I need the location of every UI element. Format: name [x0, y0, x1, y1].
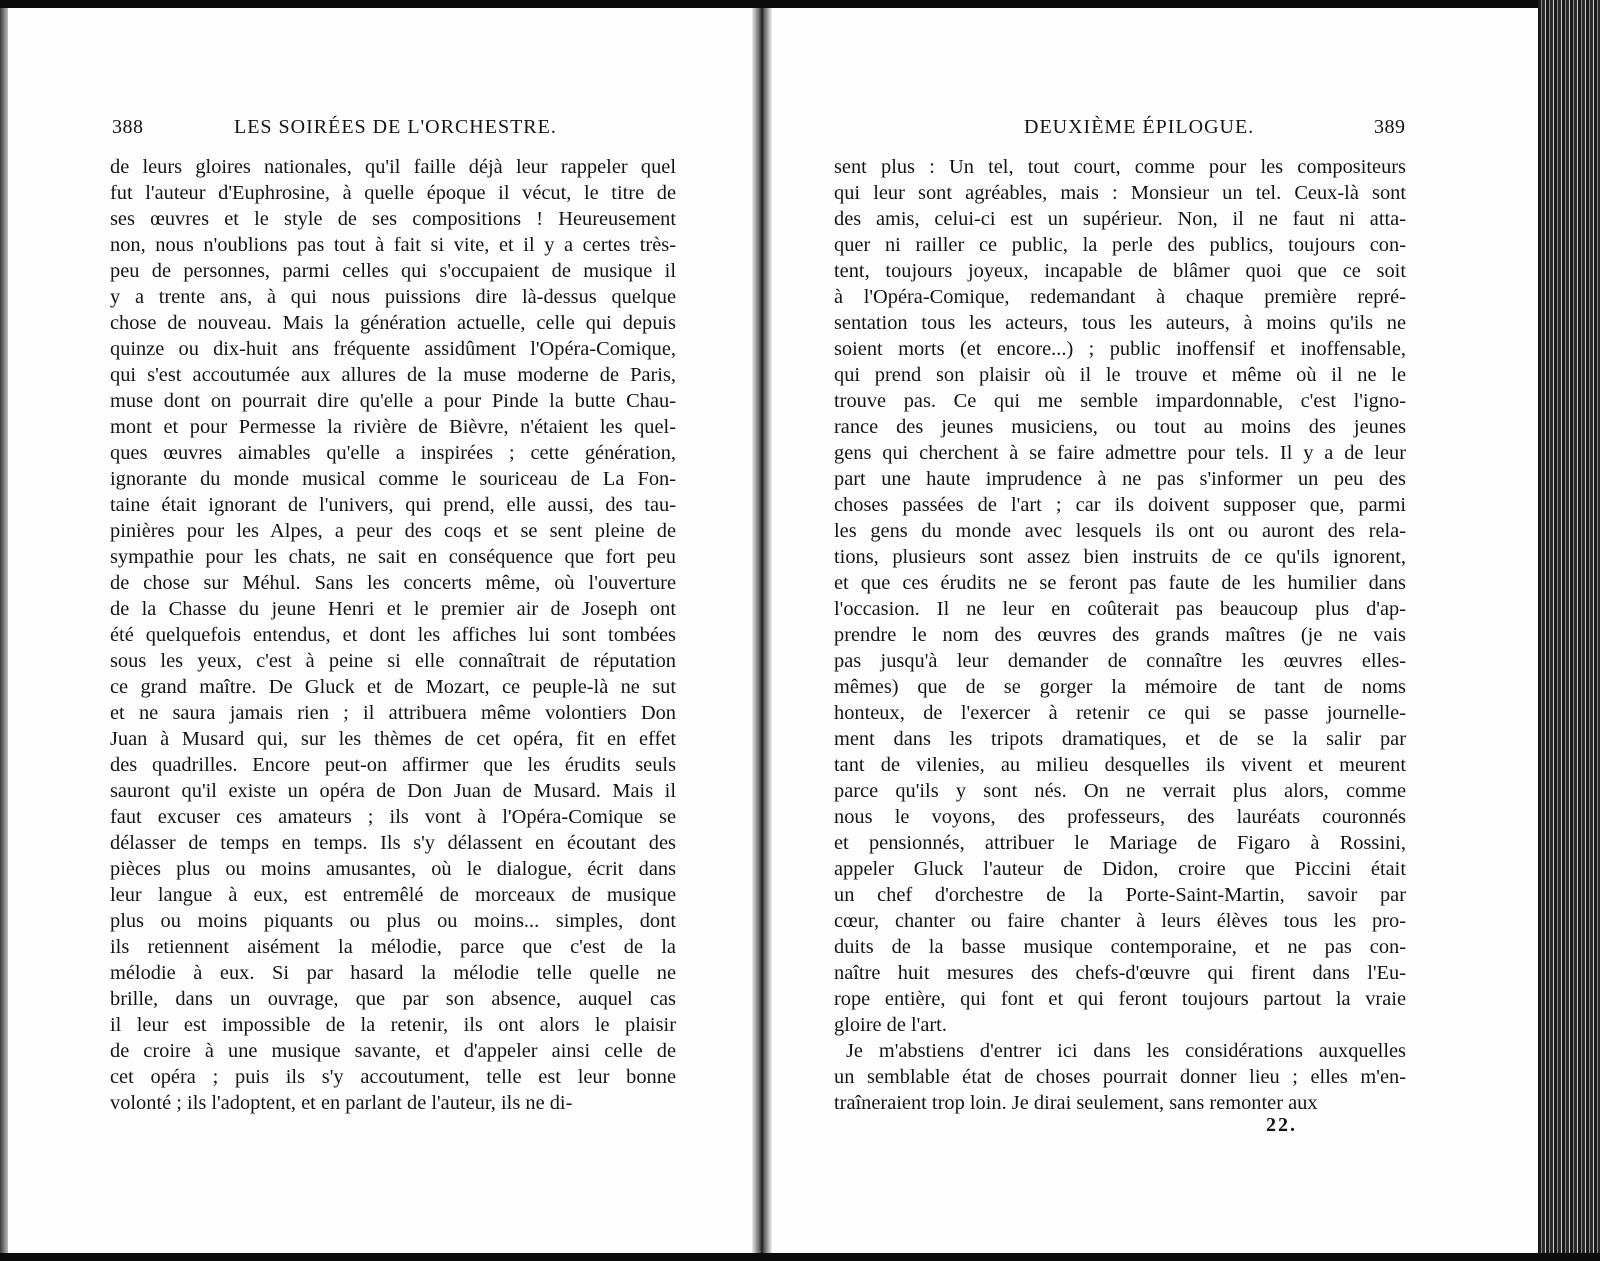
text-line: sentation tous les acteurs, tous les auteurs, à moins qu'ils ne	[834, 312, 1406, 334]
text-line: de croire à une musique savante, et d'appeler ainsi celle de	[110, 1040, 676, 1062]
text-line: l'occasion. Il ne leur en coûterait pas beaucoup plus d'ap-	[834, 598, 1406, 620]
text-line: les gens du monde avec lesquels ils ont ou auront des rela-	[834, 520, 1406, 542]
text-line: part une haute imprudence à ne pas s'informer un peu des	[834, 468, 1406, 490]
text-line: plus ou moins piquants ou plus ou moins... simples, dont	[110, 910, 676, 932]
text-line: parce qu'ils y sont nés. On ne verrait plus alors, comme	[834, 780, 1406, 802]
text-line: brille, dans un ouvrage, que par son absence, auquel cas	[110, 988, 676, 1010]
scan-border-left	[0, 8, 8, 1253]
left-body-text	[110, 154, 676, 1116]
text-line: tent, toujours joyeux, incapable de blâmer quoi que ce soit	[834, 260, 1406, 282]
text-line: mêmes) que de se gorger la mémoire de tant de noms	[834, 676, 1406, 698]
right-body-text	[834, 154, 1406, 1116]
text-line: qui prend son plaisir où il le trouve et même où il ne le	[834, 364, 1406, 386]
text-line: délasser de temps en temps. Ils s'y délassent en écoutant des	[110, 832, 676, 854]
text-line: et ne saura jamais rien ; il attribuera même volontiers Don	[110, 702, 676, 724]
right-page	[772, 8, 1538, 1253]
left-running-title: LES SOIRÉES DE L'ORCHESTRE.	[234, 116, 557, 138]
right-running-title: DEUXIÈME ÉPILOGUE.	[1024, 116, 1255, 138]
text-line: pièces plus ou moins amusantes, où le dialogue, écrit dans	[110, 858, 676, 880]
text-line: de chose sur Méhul. Sans les concerts même, où l'ouverture	[110, 572, 676, 594]
text-line: et que ces érudits ne se feront pas faute de les humilier dans	[834, 572, 1406, 594]
left-page	[8, 8, 752, 1253]
text-line: cœur, chanter ou faire chanter à leurs élèves tous les pro-	[834, 910, 1406, 932]
scan-border-top	[0, 0, 1600, 8]
text-line: été quelquefois entendus, et dont les affiches lui sont tombées	[110, 624, 676, 646]
text-line: ce grand maître. De Gluck et de Mozart, ce peuple-là ne sut	[110, 676, 676, 698]
text-line: peu de personnes, parmi celles qui s'occupaient de musique il	[110, 260, 676, 282]
text-line: mélodie à eux. Si par hasard la mélodie telle quelle ne	[110, 962, 676, 984]
left-running-head	[8, 116, 752, 146]
text-line: gloire de l'art.	[834, 1014, 947, 1036]
text-line: qui s'est accoutumée aux allures de la muse moderne de Paris,	[110, 364, 676, 386]
text-line: chose de nouveau. Mais la génération actuelle, celle qui depuis	[110, 312, 676, 334]
text-line: cet opéra ; puis ils s'y accoutument, telle est leur bonne	[110, 1066, 676, 1088]
text-line: soient morts (et encore...) ; public inoffensif et inoffensable,	[834, 338, 1406, 360]
right-page-number: 389	[1374, 116, 1406, 138]
text-line: tions, plusieurs sont assez bien instruits de ce qu'ils ignorent,	[834, 546, 1406, 568]
text-line: il leur est impossible de la retenir, ils ont alors le plaisir	[110, 1014, 676, 1036]
text-line: appeler Gluck l'auteur de Didon, croire que Piccini était	[834, 858, 1406, 880]
text-line: mont et pour Permesse la rivière de Bièvre, n'étaient les quel-	[110, 416, 676, 438]
text-line: faut excuser ces amateurs ; ils vont à l'Opéra-Comique se	[110, 806, 676, 828]
text-line: pas jusqu'à leur demander de connaître les œuvres elles-	[834, 650, 1406, 672]
text-line: ment dans les tripots dramatiques, et de se la salir par	[834, 728, 1406, 750]
text-line: sauront qu'il existe un opéra de Don Juan de Musard. Mais il	[110, 780, 676, 802]
text-line: et pensionnés, attribuer le Mariage de Figaro à Rossini,	[834, 832, 1406, 854]
text-line: volonté ; ils l'adoptent, et en parlant de l'auteur, ils ne di-	[110, 1092, 573, 1114]
text-line: un chef d'orchestre de la Porte-Saint-Martin, savoir par	[834, 884, 1406, 906]
text-line: Je m'abstiens d'entrer ici dans les considérations auxquelles	[846, 1040, 1406, 1062]
text-line: ignorante du monde musical comme le souriceau de La Fon-	[110, 468, 676, 490]
text-line: leur langue à eux, est entremêlé de morceaux de musique	[110, 884, 676, 906]
text-line: gens qui cherchent à se faire admettre pour tels. Il y a de leur	[834, 442, 1406, 464]
text-line: rope entière, qui font et qui feront toujours partout la vraie	[834, 988, 1406, 1010]
text-line: traîneraient trop loin. Je dirai seulement, sans remonter aux	[834, 1092, 1318, 1114]
text-line: ses œuvres et le style de ses compositions ! Heureusement	[110, 208, 676, 230]
text-line: choses passées de l'art ; car ils doivent supposer que, parmi	[834, 494, 1406, 516]
scan-border-bottom	[0, 1253, 1600, 1261]
text-line: naître huit mesures des chefs-d'œuvre qui firent dans l'Eu-	[834, 962, 1406, 984]
text-line: honteux, de l'exercer à retenir ce qui se passe journelle-	[834, 702, 1406, 724]
text-line: quinze ou dix-huit ans fréquente assidûment l'Opéra-Comique,	[110, 338, 676, 360]
text-line: nous le voyons, des professeurs, des lauréats couronnés	[834, 806, 1406, 828]
text-line: tant de vilenies, au milieu desquelles ils vivent et meurent	[834, 754, 1406, 776]
text-line: ils retiennent aisément la mélodie, parce que c'est de la	[110, 936, 676, 958]
text-line: à l'Opéra-Comique, redemandant à chaque première repré-	[834, 286, 1406, 308]
text-line: rance des jeunes musiciens, ou tout au moins des jeunes	[834, 416, 1406, 438]
text-line: un semblable état de choses pourrait donner lieu ; elles m'en-	[834, 1066, 1406, 1088]
text-line: ques œuvres aimables qu'elle a inspirées ; cette génération,	[110, 442, 676, 464]
text-line: prendre le nom des œuvres des grands maîtres (je ne vais	[834, 624, 1406, 646]
text-line: de la Chasse du jeune Henri et le premier air de Joseph ont	[110, 598, 676, 620]
text-line: trouve pas. Ce qui me semble impardonnable, c'est l'igno-	[834, 390, 1406, 412]
text-line: Juan à Musard qui, sur les thèmes de cet opéra, fit en effet	[110, 728, 676, 750]
text-line: qui leur sont agréables, mais : Monsieur un tel. Ceux-là sont	[834, 182, 1406, 204]
text-line: taine était ignorant de l'univers, qui prend, elle aussi, des tau-	[110, 494, 676, 516]
text-line: quer ni railler ce public, la perle des publics, toujours con-	[834, 234, 1406, 256]
text-line: des amis, celui-ci est un supérieur. Non, il ne faut ni atta-	[834, 208, 1406, 230]
book-gutter	[752, 8, 772, 1253]
text-line: pinières pour les Alpes, a peur des coqs et se sent pleine de	[110, 520, 676, 542]
text-line: sympathie pour les chats, ne sait en conséquence que fort peu	[110, 546, 676, 568]
text-line: de leurs gloires nationales, qu'il faille déjà leur rappeler quel	[110, 156, 676, 178]
text-line: duits de la basse musique contemporaine, et ne pas con-	[834, 936, 1406, 958]
right-running-head	[772, 116, 1538, 146]
text-line: sent plus : Un tel, tout court, comme pour les compositeurs	[834, 156, 1406, 178]
text-line: y a trente ans, à qui nous puissions dire là-dessus quelque	[110, 286, 676, 308]
text-line: non, nous n'oublions pas tout à fait si vite, et il y a certes très-	[110, 234, 676, 256]
text-line: des quadrilles. Encore peut-on affirmer que les érudits seuls	[110, 754, 676, 776]
left-page-number: 388	[112, 116, 144, 138]
text-line: muse dont on pourrait dire qu'elle a pour Pinde la butte Chau-	[110, 390, 676, 412]
text-line: fut l'auteur d'Euphrosine, à quelle époque il vécut, le titre de	[110, 182, 676, 204]
text-line: sous les yeux, c'est à peine si elle connaîtrait de réputation	[110, 650, 676, 672]
signature-mark: 22.	[1266, 1114, 1297, 1136]
scan-border-right	[1538, 0, 1600, 1261]
